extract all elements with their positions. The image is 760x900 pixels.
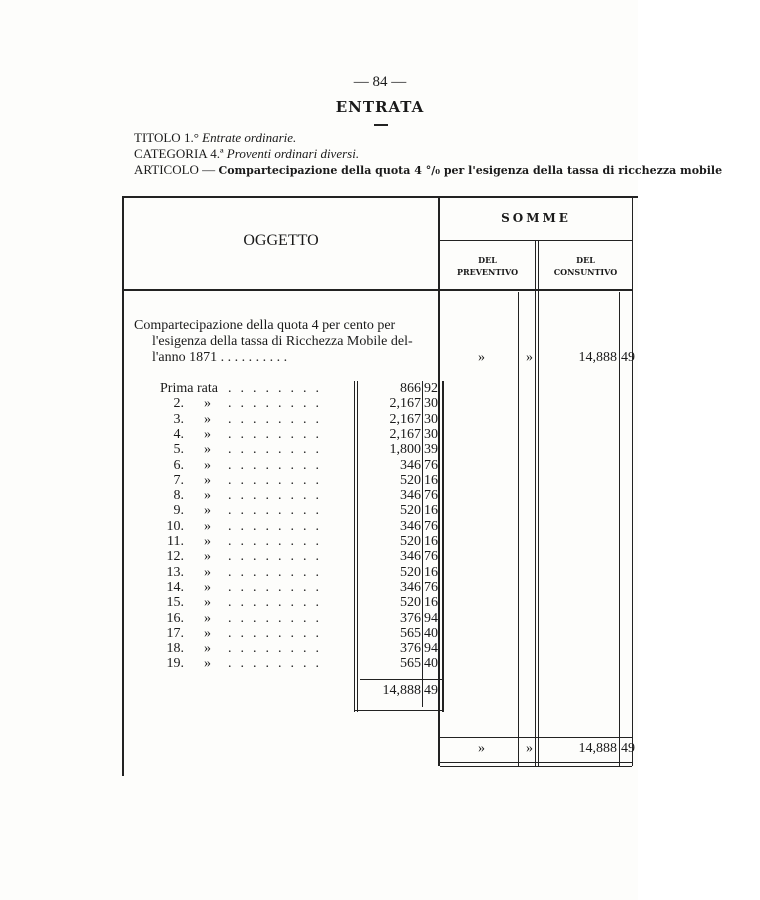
header-consuntivo-line2: CONSUNTIVO bbox=[553, 267, 618, 277]
item-consuntivo-lire: 14,888 bbox=[578, 350, 617, 365]
grand-bottom-rule-2 bbox=[440, 766, 632, 767]
rate-label: 8. bbox=[173, 488, 184, 504]
leader-dots: ........ bbox=[228, 579, 328, 595]
rate-label: 18. bbox=[166, 641, 184, 657]
rate-label: 3. bbox=[173, 411, 184, 427]
rate-cent: 76 bbox=[424, 518, 438, 534]
ditto-mark: » bbox=[204, 564, 211, 580]
item-preventivo-cent: » bbox=[526, 350, 533, 365]
rate-lire: 1,800 bbox=[389, 442, 421, 458]
titolo-line bbox=[134, 130, 296, 146]
ditto-mark: » bbox=[204, 549, 211, 565]
grand-preventivo-lire: » bbox=[478, 741, 485, 756]
rate-cent: 16 bbox=[424, 534, 438, 549]
header-oggetto: OGGETTO bbox=[243, 232, 319, 249]
rate-cent: 76 bbox=[424, 549, 438, 565]
leader-dots: ........ bbox=[228, 549, 328, 565]
rate-right-rule bbox=[442, 381, 444, 712]
categoria-line bbox=[134, 146, 359, 162]
leader-dots: ........ bbox=[228, 534, 328, 549]
section-title: ENTRATA bbox=[335, 98, 425, 116]
rate-lire: 520 bbox=[400, 595, 421, 611]
rate-label: 6. bbox=[173, 457, 184, 473]
table-right-rule bbox=[632, 196, 633, 766]
leader-dots: ........ bbox=[228, 472, 328, 488]
table-left-rule bbox=[122, 196, 124, 776]
rate-lire: 346 bbox=[400, 457, 421, 473]
item-line-2: l'esigenza della tassa di Ricchezza Mobile del- bbox=[152, 334, 413, 349]
header-consuntivo bbox=[539, 254, 632, 278]
rate-lire: 866 bbox=[400, 381, 421, 396]
oggetto-divider bbox=[438, 196, 440, 766]
leader-dots: ........ bbox=[228, 396, 328, 412]
item-line-1: Compartecipazione della quota 4 per cento per bbox=[134, 318, 396, 333]
rate-label: 11. bbox=[167, 534, 184, 549]
rate-cent: 92 bbox=[424, 381, 438, 396]
rate-label: Prima rata bbox=[160, 381, 218, 396]
rate-cent: 30 bbox=[424, 411, 438, 427]
grand-preventivo-cent: » bbox=[526, 741, 533, 756]
rate-label: 13. bbox=[166, 564, 184, 580]
header-somme: SOMME bbox=[501, 211, 571, 225]
grand-consuntivo-cent: 49 bbox=[621, 741, 635, 756]
title-rule bbox=[374, 124, 388, 126]
ditto-mark: » bbox=[204, 595, 211, 611]
page-number: — 84 — bbox=[353, 74, 407, 90]
item-consuntivo-cent: 49 bbox=[621, 350, 635, 365]
rate-cent: 30 bbox=[424, 426, 438, 442]
rate-cent-divider bbox=[422, 381, 423, 707]
rate-label: 2. bbox=[173, 396, 184, 412]
ditto-mark: » bbox=[204, 610, 211, 626]
leader-dots: ........ bbox=[228, 488, 328, 504]
grand-consuntivo-lire: 14,888 bbox=[578, 741, 617, 756]
grand-top-rule bbox=[440, 737, 632, 738]
ditto-mark: » bbox=[204, 396, 211, 412]
item-preventivo-lire: » bbox=[478, 350, 485, 365]
rate-label: 14. bbox=[166, 579, 184, 595]
ditto-mark: » bbox=[204, 641, 211, 657]
leader-dots: ........ bbox=[228, 457, 328, 473]
rate-lire: 2,167 bbox=[389, 411, 421, 427]
ditto-mark: » bbox=[204, 472, 211, 488]
leader-dots: ........ bbox=[228, 656, 328, 672]
rate-lire: 520 bbox=[400, 534, 421, 549]
rate-total-rule bbox=[360, 679, 442, 680]
rate-label: 15. bbox=[166, 595, 184, 611]
ditto-mark: » bbox=[204, 656, 211, 672]
leader-dots: ........ bbox=[228, 411, 328, 427]
somme-rule bbox=[440, 240, 632, 241]
ditto-mark: » bbox=[204, 426, 211, 442]
rate-lire: 565 bbox=[400, 656, 421, 672]
rate-lire: 346 bbox=[400, 549, 421, 565]
rate-label: 16. bbox=[166, 610, 184, 626]
rate-cent: 76 bbox=[424, 579, 438, 595]
rate-lire: 565 bbox=[400, 625, 421, 641]
rate-lire: 376 bbox=[400, 641, 421, 657]
ditto-mark: » bbox=[204, 457, 211, 473]
table-top-rule bbox=[122, 196, 638, 198]
rate-cent: 76 bbox=[424, 488, 438, 504]
ditto-mark: » bbox=[204, 579, 211, 595]
rate-cent: 39 bbox=[424, 442, 438, 458]
rate-lire: 346 bbox=[400, 488, 421, 504]
ditto-mark: » bbox=[204, 442, 211, 458]
rate-cent: 94 bbox=[424, 610, 438, 626]
leader-dots: ........ bbox=[228, 564, 328, 580]
leader-dots: ........ bbox=[228, 442, 328, 458]
header-preventivo-line2: PREVENTIVO bbox=[456, 267, 519, 277]
leader-dots: ........ bbox=[228, 610, 328, 626]
rate-cent: 16 bbox=[424, 595, 438, 611]
titolo-label: TITOLO 1.° bbox=[134, 130, 199, 145]
rate-cent: 16 bbox=[424, 472, 438, 488]
cons-cent-divider bbox=[619, 292, 620, 766]
header-consuntivo-line1: DEL bbox=[576, 255, 595, 265]
rate-lire: 2,167 bbox=[389, 426, 421, 442]
ditto-mark: » bbox=[204, 518, 211, 534]
titolo-value: Entrate ordinarie. bbox=[202, 130, 297, 145]
categoria-label: CATEGORIA 4.ª bbox=[134, 146, 224, 161]
rate-lire: 346 bbox=[400, 518, 421, 534]
leader-dots: ........ bbox=[228, 381, 328, 396]
ditto-mark: » bbox=[204, 411, 211, 427]
header-bottom-rule bbox=[122, 289, 632, 291]
rate-lire: 520 bbox=[400, 564, 421, 580]
rate-total-lire: 14,888 bbox=[382, 683, 421, 698]
rate-lire: 346 bbox=[400, 579, 421, 595]
rate-label: 10. bbox=[166, 518, 184, 534]
rate-left-rule bbox=[354, 381, 355, 712]
rate-cent: 16 bbox=[424, 564, 438, 580]
ditto-mark: » bbox=[204, 625, 211, 641]
prev-cons-divider bbox=[535, 240, 536, 766]
leader-dots: ........ bbox=[228, 518, 328, 534]
leader-dots: ........ bbox=[228, 595, 328, 611]
rate-label: 9. bbox=[173, 503, 184, 519]
rate-left-rule-2 bbox=[357, 381, 358, 712]
articolo-line bbox=[134, 162, 722, 178]
rate-cent: 30 bbox=[424, 396, 438, 412]
leader-dots: ........ bbox=[228, 503, 328, 519]
categoria-value: Proventi ordinari diversi. bbox=[226, 146, 360, 161]
rate-lire: 376 bbox=[400, 610, 421, 626]
ditto-mark: » bbox=[204, 534, 211, 549]
rate-label: 4. bbox=[173, 426, 184, 442]
rate-lire: 520 bbox=[400, 503, 421, 519]
ditto-mark: » bbox=[204, 503, 211, 519]
header-preventivo-line1: DEL bbox=[478, 255, 497, 265]
item-line-3: l'anno 1871 . . . . . . . . . . bbox=[152, 350, 288, 365]
leader-dots: ........ bbox=[228, 641, 328, 657]
leader-dots: ........ bbox=[228, 426, 328, 442]
rate-lire: 520 bbox=[400, 472, 421, 488]
rate-lire: 2,167 bbox=[389, 396, 421, 412]
rate-cent: 40 bbox=[424, 625, 438, 641]
rate-cent: 40 bbox=[424, 656, 438, 672]
leader-dots: ........ bbox=[228, 625, 328, 641]
rate-label: 12. bbox=[166, 549, 184, 565]
articolo-label: ARTICOLO — bbox=[134, 162, 216, 177]
ditto-mark: » bbox=[204, 488, 211, 504]
header-preventivo bbox=[440, 254, 535, 278]
prev-cons-divider-2 bbox=[538, 240, 539, 766]
rate-label: 17. bbox=[166, 625, 184, 641]
grand-bottom-rule bbox=[440, 762, 632, 763]
rate-label: 7. bbox=[173, 472, 184, 488]
rate-cent: 76 bbox=[424, 457, 438, 473]
rate-cent: 16 bbox=[424, 503, 438, 519]
rate-cent: 94 bbox=[424, 641, 438, 657]
rate-label: 5. bbox=[173, 442, 184, 458]
rate-bottom-rule bbox=[354, 710, 443, 711]
articolo-value: Compartecipazione della quota 4 °/₀ per l'esigenza della tassa di ricchezza mobile bbox=[218, 164, 723, 177]
rate-total-cent: 49 bbox=[424, 683, 438, 698]
prev-cent-divider bbox=[518, 292, 519, 766]
rate-label: 19. bbox=[166, 656, 184, 672]
